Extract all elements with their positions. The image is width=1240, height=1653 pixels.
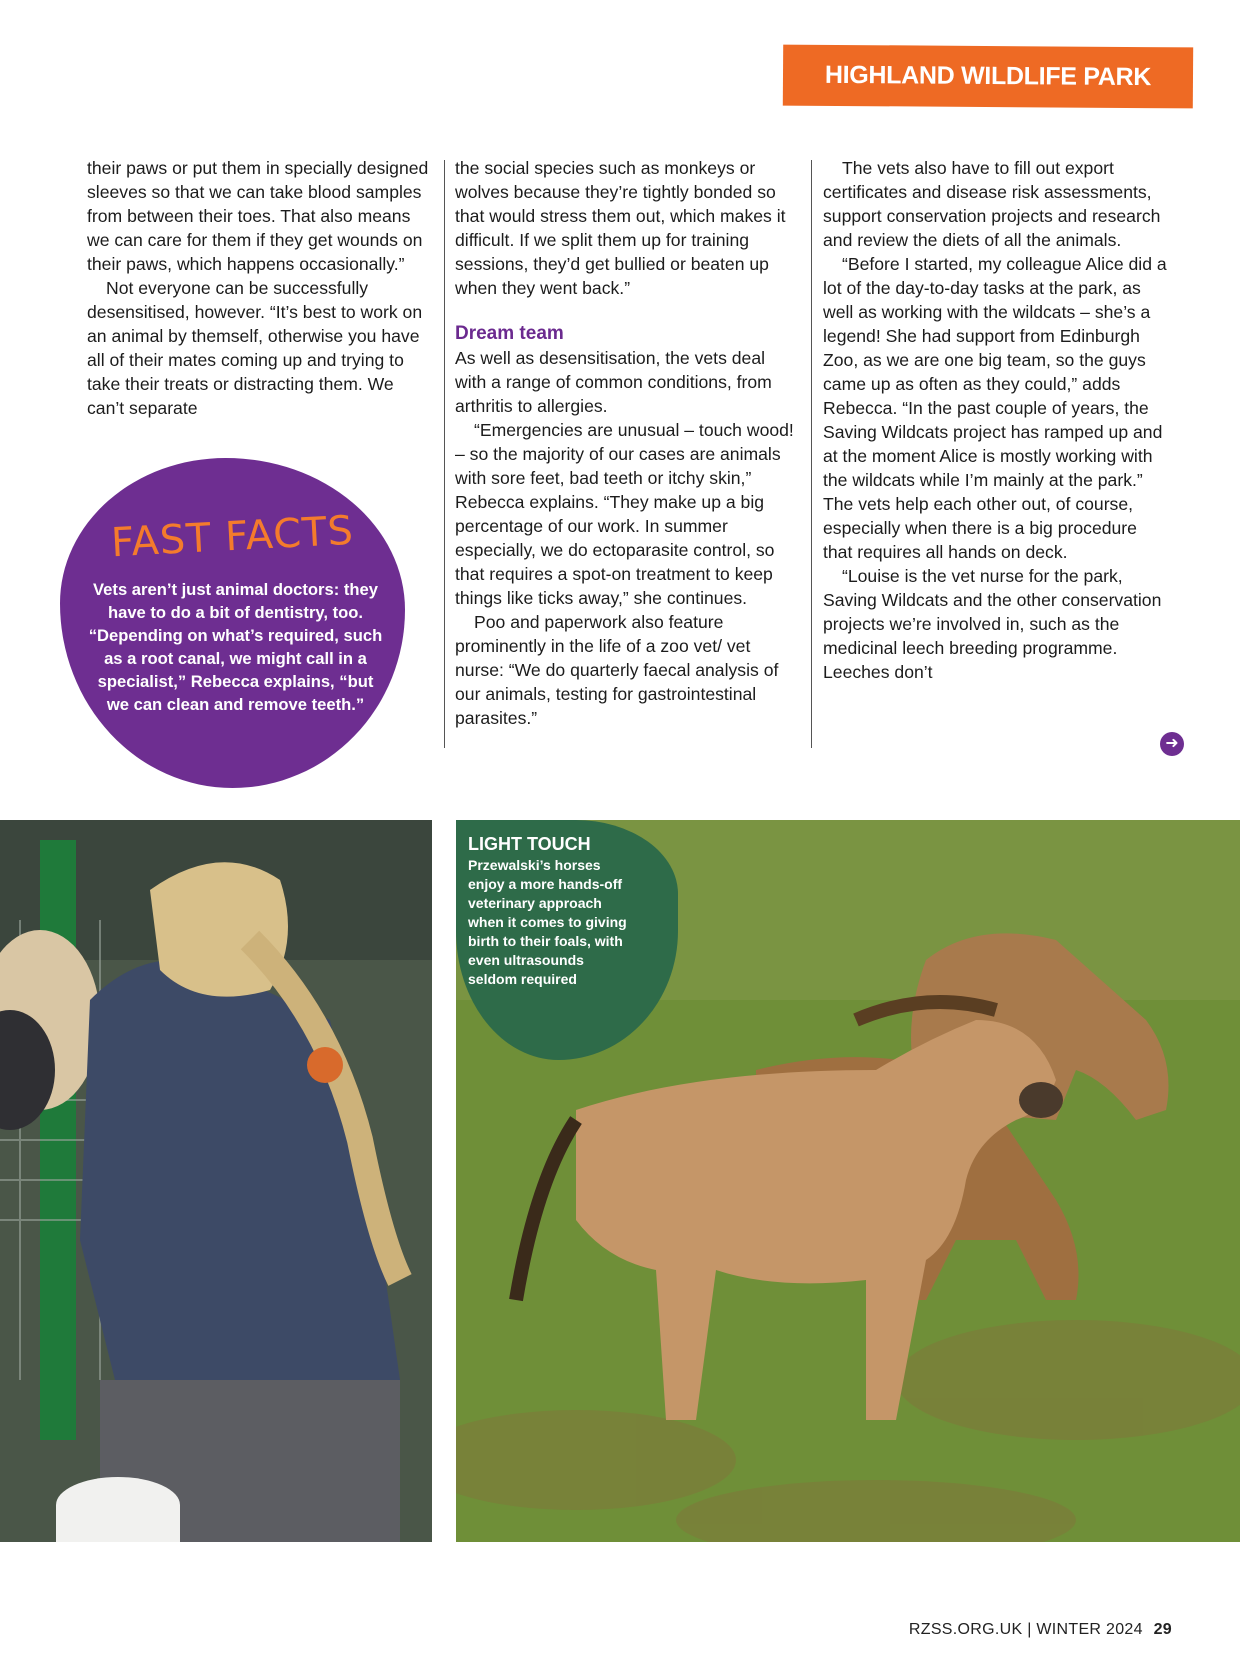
caption-title: LIGHT TOUCH (468, 834, 591, 854)
paragraph: As well as desensitisation, the vets deal with a range of common conditions, from arthritis to allergies. (455, 348, 772, 416)
paragraph: “Louise is the vet nurse for the park, Saving Wildcats and the other conservation projects we’re involved in, such as the medicinal leech breeding programme. Leeches don’t (823, 566, 1162, 682)
paragraph: their paws or put them in specially designed sleeves so that we can take blood samples from between their toes. That also means we can care for them if they get wounds on their paws, which happens occasionally.” (87, 158, 429, 274)
paragraph: Poo and paperwork also feature prominently in the life of a zoo vet/ vet nurse: “We do quarterly faecal analysis of our animals, testing for gastrointestinal parasites.” (455, 612, 779, 728)
paragraph: “Emergencies are unusual – touch wood! – so the majority of our cases are animals with sore feet, bad teeth or itchy skin,” Rebecca explains. “They make up a big percentage of our work. In summer especially, we do ectoparasite control, so that requires a spot-on treatment to keep things like ticks away,” she continues. (455, 420, 794, 608)
section-tab (783, 45, 1193, 109)
article-column-3 (823, 156, 1168, 684)
fast-facts-box (60, 458, 405, 788)
fast-facts-title: FAST FACTS (109, 507, 356, 567)
footer-divider: | (1027, 1621, 1037, 1638)
article-column-1 (87, 156, 432, 420)
column-divider (444, 160, 445, 748)
footer-issue: WINTER 2024 (1036, 1621, 1143, 1638)
paragraph: Not everyone can be successfully desensitised, however. “It’s best to work on an animal by themself, otherwise you have all of their mates coming up and trying to take their treats or distracting them. We can’t separate (87, 278, 423, 418)
fast-facts-body: Vets aren’t just animal doctors: they have to do a bit of dentistry, too. “Depending on what’s required, such as a root canal, we might call in a specialist,” Rebecca explains, “but we can clean and remove teeth.” (88, 580, 383, 714)
page-footer (909, 1621, 1172, 1639)
caption-body: Przewalski’s horses enjoy a more hands-off veterinary approach when it comes to giving birth to their foals, with even ultrasounds seldom required (468, 857, 627, 987)
paragraph: The vets also have to fill out export certificates and disease risk assessments, support conservation projects and research and review the diets of all the animals. (823, 158, 1161, 250)
paragraph: “Before I started, my colleague Alice did a lot of the day-to-day tasks at the park, as well as working with the wildcats – she’s a legend! She had support from Edinburgh Zoo, as we are one big team, so the guys came up as often as they could,” adds Rebecca. “In the past couple of years, the Saving Wildcats project has ramped up and at the moment Alice is mostly working with the wildcats while I’m mainly at the park.” The vets help each other out, of course, especially when there is a big procedure that requires all hands on deck. (823, 254, 1167, 562)
column-divider (811, 160, 812, 748)
paragraph: the social species such as monkeys or wolves because they’re tightly bonded so that would stress them out, which makes it difficult. If we split them up for training sessions, they’d get bullied or beaten up when they went back.” (455, 158, 786, 298)
vet-photo (0, 820, 432, 1542)
footer-site: RZSS.ORG.UK (908, 1621, 1023, 1638)
subheading: Dream team (455, 323, 564, 344)
vet-photo-illustration (0, 820, 432, 1542)
section-label: HIGHLAND WILDLIFE PARK (824, 60, 1152, 92)
page-number: 29 (1153, 1621, 1172, 1638)
article-column-2 (455, 156, 800, 730)
continue-arrow-icon[interactable]: ➜ (1160, 732, 1184, 756)
